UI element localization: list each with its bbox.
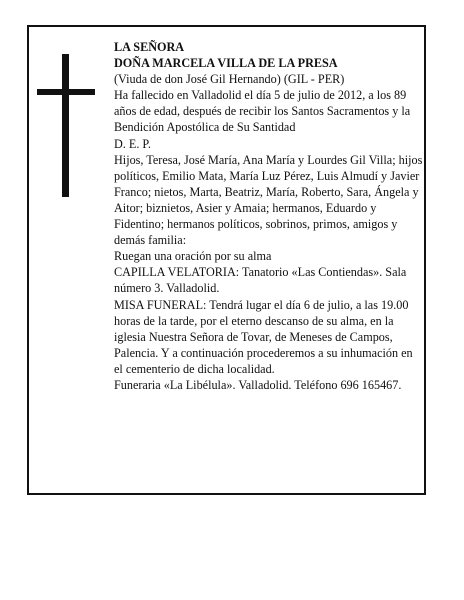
obituary-text — [114, 39, 424, 393]
rip-line: D. E. P. — [114, 136, 151, 151]
deceased-name: DOÑA MARCELA VILLA DE LA PRESA — [114, 56, 338, 71]
obituary-title: LA SEÑORA — [114, 40, 185, 54]
funeral-home-info: Funeraria «La Libélula». Valladolid. Teléfono 696 165467. — [114, 377, 402, 392]
death-announcement: Ha fallecido en Valladolid el día 5 de julio de 2012, a los 89 años de edad, después de recibir los Santos Sacramentos y la Bendición Apostólica de Su Santidad — [114, 88, 411, 135]
cross-icon — [37, 54, 97, 199]
widow-line: (Viuda de don José Gil Hernando) (GIL - PER) — [114, 72, 345, 87]
family-list: Hijos, Teresa, José María, Ana María y Lourdes Gil Villa; hijos políticos, Emilio Mata, María Luz Pérez, Luis Almudí y Javier Franco; nietos, Marta, Beatriz, María, Roberto, Sara, Ángela y Aitor; biznietos, Asier y Amaia; hermanos, Eduardo y Fidentino; hermanos políticos, sobrinos, primos, amigos y demás familia: — [114, 152, 423, 248]
chapel-info: CAPILLA VELATORIA: Tanatorio «Las Contiendas». Sala número 3. Valladolid. — [114, 265, 407, 296]
funeral-mass-info: MISA FUNERAL: Tendrá lugar el día 6 de julio, a las 19.00 horas de la tarde, por el eterno descanso de su alma, en la iglesia Nuestra Señora de Tovar, de Meneses de Campos, Palencia. Y a continuación procederemos a su inhumación en el cementerio de dicha localidad. — [114, 297, 413, 376]
prayer-request: Ruegan una oración por su alma — [114, 249, 272, 264]
